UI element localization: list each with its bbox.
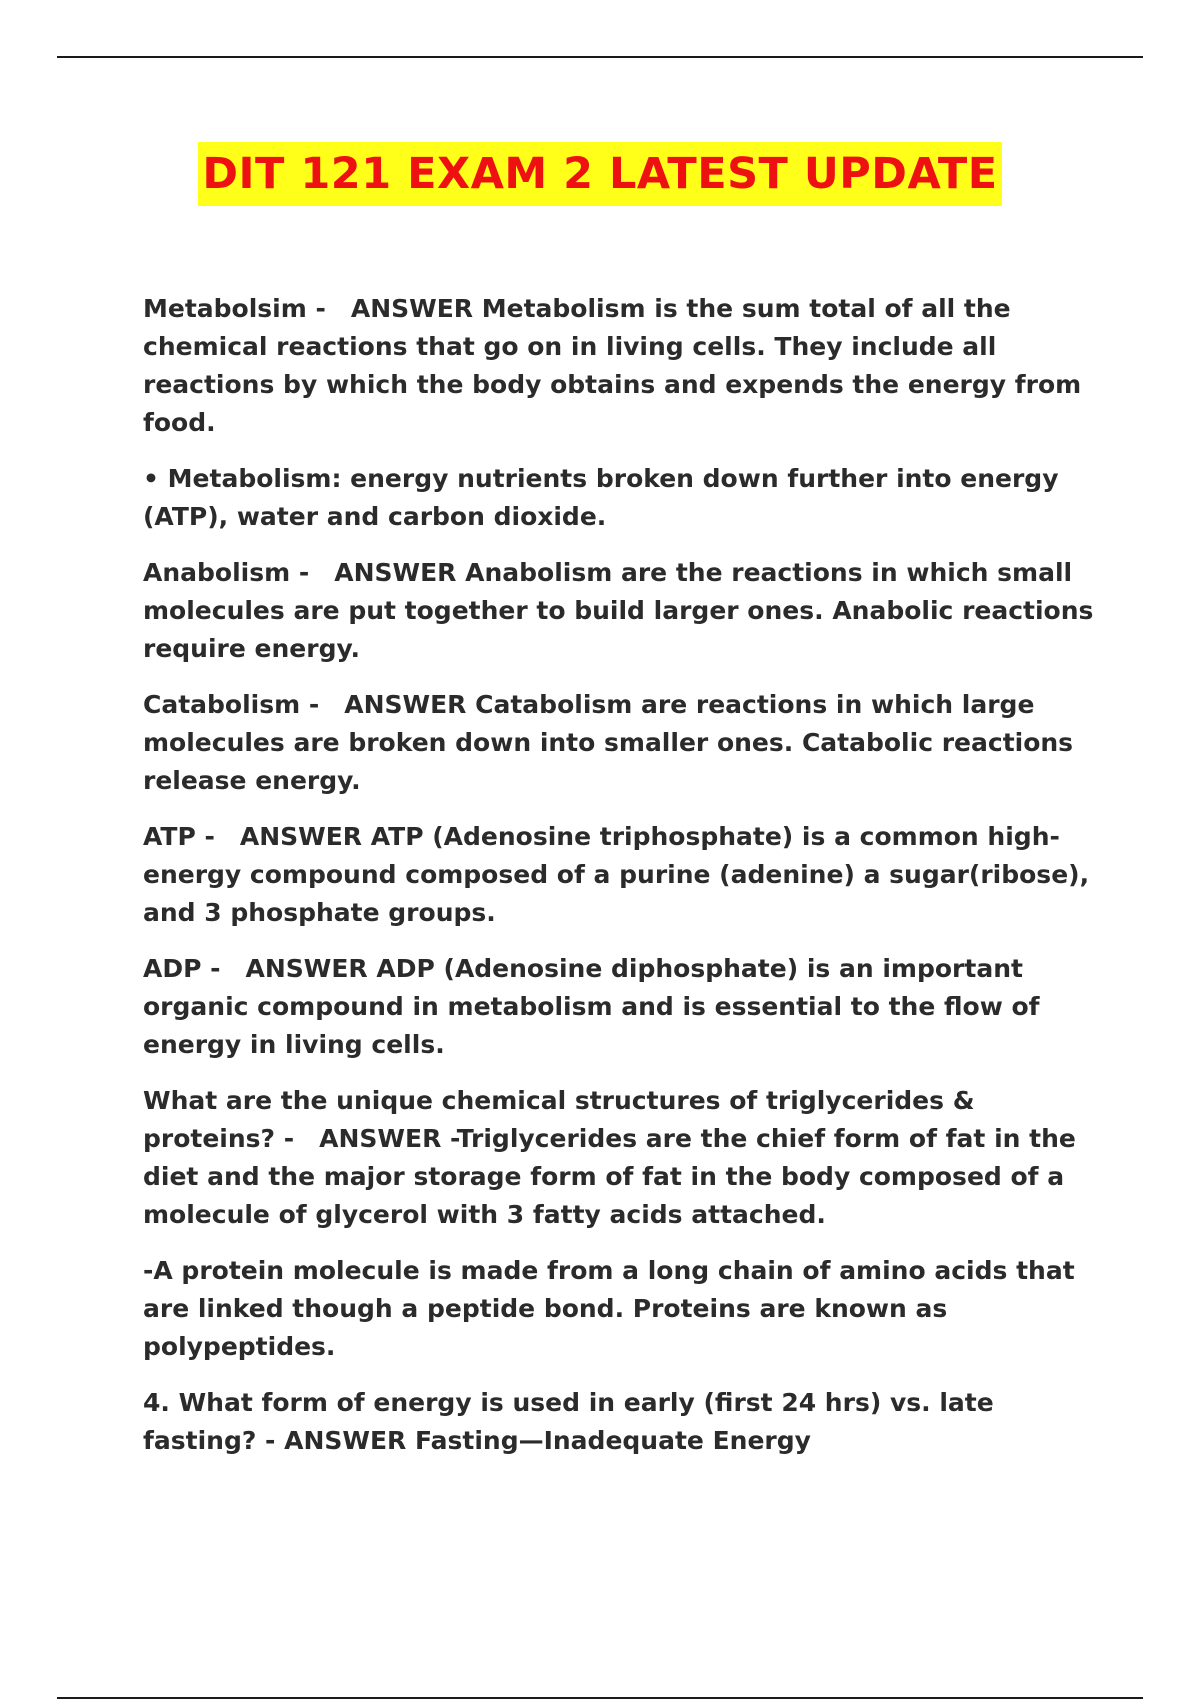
paragraph-metabolism-bullet: • Metabolism: energy nutrients broken down further into energy (ATP), water and carbon dioxide.: [143, 464, 1059, 531]
header-rule: [57, 56, 1143, 58]
paragraph-anabolism: Anabolism - ANSWER Anabolism are the reactions in which small molecules are put together to build larger ones. Anabolic reactions require energy.: [143, 558, 1094, 663]
paragraph-atp: ATP - ANSWER ATP (Adenosine triphosphate) is a common high-energy compound composed of a purine (adenine) a sugar(ribose), and 3 phosphate groups.: [143, 822, 1090, 927]
paragraph-triglycerides-proteins: What are the unique chemical structures of triglycerides & proteins? - ANSWER -Triglycerides are the chief form of fat in the diet and the major storage form of fat in the body composed of a molecule of glycerol with 3 fatty acids attached.: [143, 1086, 1076, 1229]
paragraph-catabolism: Catabolism - ANSWER Catabolism are reactions in which large molecules are broken down into smaller ones. Catabolic reactions release energy.: [143, 690, 1074, 795]
document-title: DIT 121 EXAM 2 LATEST UPDATE: [198, 142, 1001, 206]
paragraph-fasting-energy: 4. What form of energy is used in early (first 24 hrs) vs. late fasting? - ANSWER Fasting—Inadequate Energy: [143, 1388, 994, 1455]
paragraph-metabolism: Metabolsim - ANSWER Metabolism is the sum total of all the chemical reactions that go on in living cells. They include all reactions by which the body obtains and expends the energy from food.: [143, 294, 1082, 437]
footer-rule: [57, 1697, 1143, 1699]
paragraph-protein-molecule: -A protein molecule is made from a long chain of amino acids that are linked though a peptide bond. Proteins are known as polypeptides.: [143, 1256, 1075, 1361]
document-body: [143, 290, 1103, 1478]
title-container: [0, 142, 1200, 206]
paragraph-adp: ADP - ANSWER ADP (Adenosine diphosphate) is an important organic compound in metabolism and is essential to the flow of energy in living cells.: [143, 954, 1040, 1059]
